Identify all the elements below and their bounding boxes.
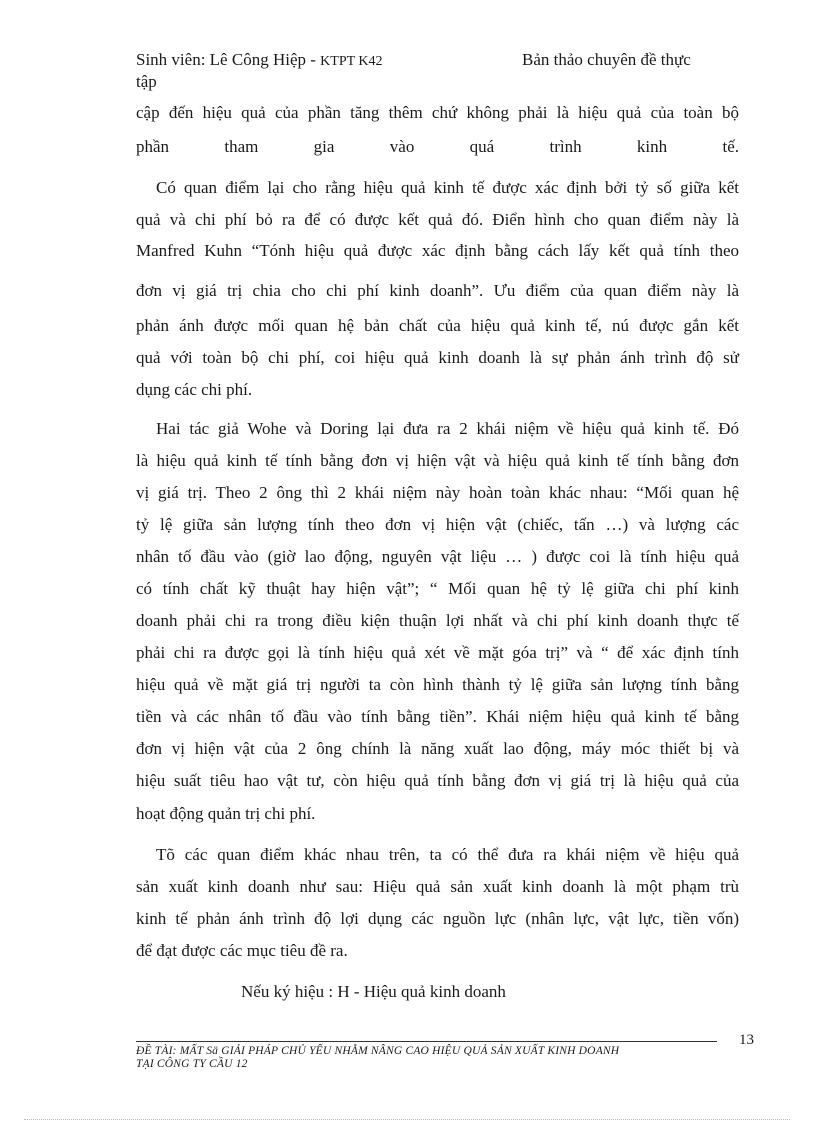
body-line: hiệu quả về mặt giá trị người ta còn hình thành tỷ lệ giữa sản lượng tính bằng <box>136 675 739 694</box>
body-line: sản xuất kinh doanh như sau: Hiệu quả sản xuất kinh doanh là một phạm trù <box>136 877 739 896</box>
body-line: kinh tế phản ánh trình độ lợi dụng các nguồn lực (nhân lực, vật lực, tiền vốn) <box>136 909 739 928</box>
formula-line: Nếu ký hiệu : H - Hiệu quả kinh doanh <box>241 982 506 1001</box>
body-line: quả với toàn bộ chi phí, coi hiệu quả kinh doanh là sự phản ánh trình độ sử <box>136 348 739 367</box>
body-line: dụng các chi phí. <box>136 380 253 399</box>
body-line: Manfred Kuhn “Tónh hiệu quả được xác định bằng cách lấy kết quả tính theo <box>136 241 739 260</box>
body-line: có tính chất kỹ thuật hay hiện vật”; “ Mối quan hệ tỷ lệ giữa chi phí kinh <box>136 579 739 598</box>
body-line: nhân tố đầu vào (giờ lao động, nguyên vật liệu … ) được coi là tính hiệu quả <box>136 547 739 566</box>
body-line: để đạt được các mục tiêu đề ra. <box>136 941 348 960</box>
footer-topic-line-1: ĐỀ TÀI: MẤT Sä GIẢI PHÁP CHỦ YẾU NHẰM NÂNG CAO HIỆU QUẢ SẢN XUẤT KINH DOANH <box>136 1045 620 1057</box>
body-line: quả và chi phí bỏ ra để có được kết quả đó. Điển hình cho quan điểm này là <box>136 210 739 229</box>
page-bottom-dotted-divider <box>24 1119 790 1120</box>
header-student-label: Sinh viên: Lê Công Hiệp - <box>136 50 321 69</box>
header-doc-title: Bản thảo chuyên đề thực <box>522 50 691 69</box>
body-line: là hiệu quả kinh tế tính bằng đơn vị hiện vật và hiệu quả kinh tế tính bằng đơn <box>136 451 739 470</box>
body-line: doanh phải chi ra trong điều kiện thuận lợi nhất và chi phí kinh doanh thực tế <box>136 611 739 630</box>
body-line: phần tham gia vào quá trình kinh tế. <box>136 137 739 156</box>
body-line: đơn vị giá trị chia cho chi phí kinh doanh”. Ưu điểm của quan điểm này là <box>136 281 739 300</box>
body-line: đơn vị hiện vật của 2 ông chính là năng xuất lao động, máy móc thiết bị và <box>136 739 739 758</box>
body-line: tiền và các nhân tố đầu vào tính bằng tiền”. Khái niệm hiệu quả kinh tế bằng <box>136 707 739 726</box>
header-student <box>136 50 383 72</box>
body-line: hiệu suất tiêu hao vật tư, còn hiệu quả tính bằng đơn vị giá trị là hiệu quả của <box>136 771 739 790</box>
body-line: cập đến hiệu quả của phần tăng thêm chứ không phải là hiệu quả của toàn bộ <box>136 103 739 122</box>
footer-topic-line-2: TẠI CÔNG TY CẦU 12 <box>136 1058 248 1070</box>
body-line: Có quan điểm lại cho rằng hiệu quả kinh tế được xác định bởi tỷ số giữa kết <box>156 178 739 197</box>
page-footer <box>136 1045 721 1071</box>
header-doc-title-wrap: tập <box>136 72 157 91</box>
body-line: hoạt động quản trị chi phí. <box>136 804 316 823</box>
page-number: 13 <box>739 1032 754 1048</box>
body-line: phản ánh được mối quan hệ bản chất của hiệu quả kinh tế, nú được gắn kết <box>136 316 739 335</box>
body-line: tỷ lệ giữa sản lượng tính theo đơn vị hiện vật (chiếc, tấn …) và lượng các <box>136 515 739 534</box>
body-line: phải chi ra được gọi là tính hiệu quả xét về mặt góa trị” và “ để xác định tính <box>136 643 739 662</box>
header-student-code: KTPT K42 <box>320 54 383 69</box>
footer-divider <box>136 1041 717 1042</box>
body-line: Tõ các quan điểm khác nhau trên, ta có thể đưa ra khái niệm về hiệu quả <box>156 845 739 864</box>
body-line: vị giá trị. Theo 2 ông thì 2 khái niệm này hoàn toàn khác nhau: “Mối quan hệ <box>136 483 739 502</box>
body-line: Hai tác giả Wohe và Doring lại đưa ra 2 khái niệm về hiệu quả kinh tế. Đó <box>156 419 739 438</box>
